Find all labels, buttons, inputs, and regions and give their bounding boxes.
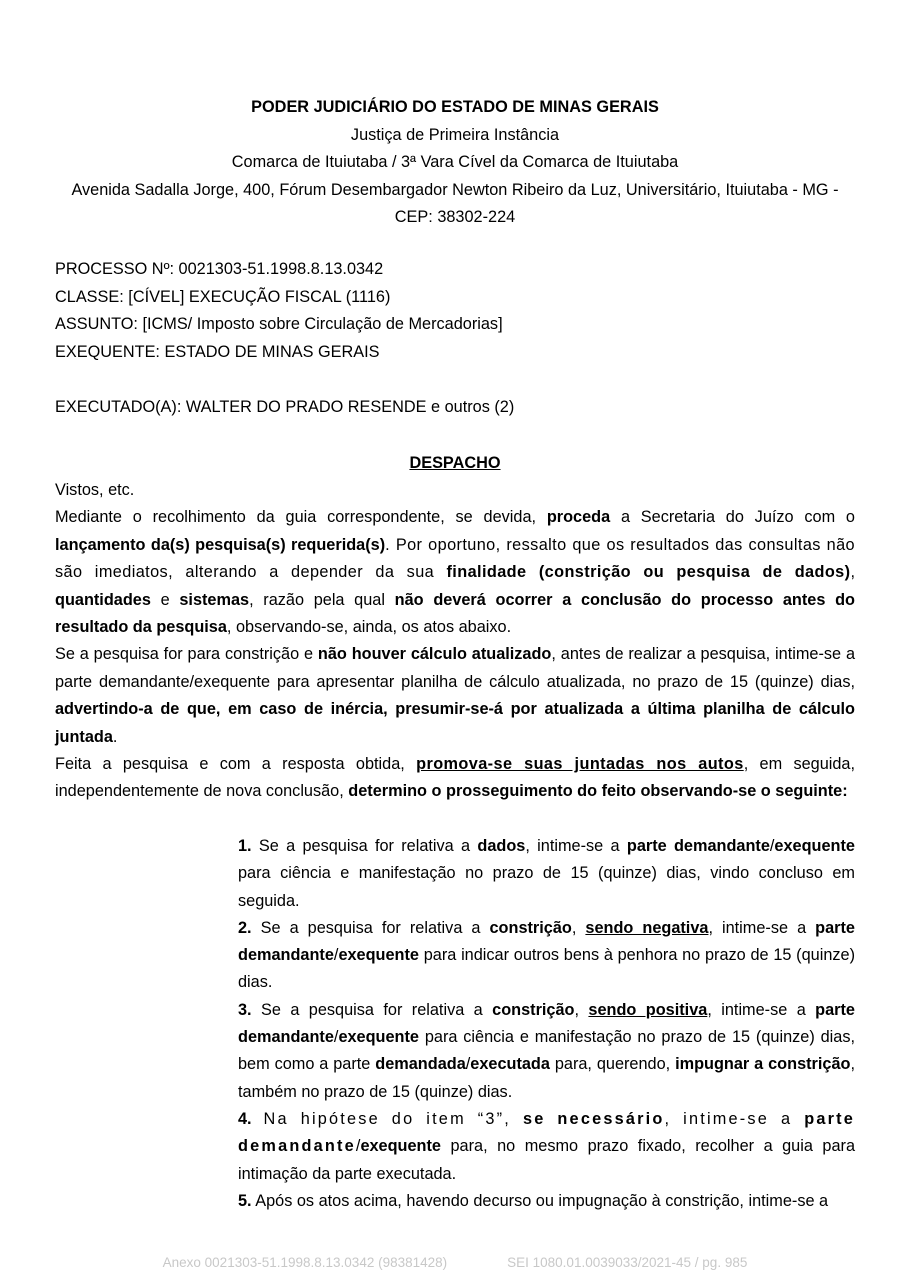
text-run: e [150, 590, 180, 609]
text-run: constrição [489, 918, 572, 937]
text-run: quantidades [55, 590, 151, 609]
paragraph-3 [55, 751, 855, 806]
paragraph-1 [55, 504, 855, 641]
list-item [238, 997, 855, 1106]
text-run: lançamento da(s) pesquisa(s) requerida(s) [55, 535, 386, 554]
text-run: exequente [774, 837, 855, 855]
case-defendant: EXECUTADO(A): WALTER DO PRADO RESENDE e outros (2) [55, 398, 515, 416]
text-run: , [850, 563, 855, 582]
text-run: , em seguida, independentemente de nova conclusão, [55, 755, 856, 801]
text-run: Se a pesquisa for relativa a [251, 1000, 493, 1019]
text-run: , intime-se a [707, 1000, 816, 1019]
text-run: para, no mesmo prazo fixado, recolher a guia para intimação da parte executada. [238, 1137, 855, 1183]
text-run: promova-se suas juntadas nos autos [416, 755, 744, 774]
item-number: 2. [238, 918, 252, 937]
text-run: parte demandante [238, 1109, 856, 1156]
text-run: parte demandante [238, 918, 855, 965]
text-run: proceda [546, 508, 611, 527]
text-run: determino o prosseguimento do feito observando-se o seguinte: [348, 782, 848, 801]
text-run: a Secretaria do Juízo com o [610, 508, 855, 527]
text-run: , [574, 1000, 589, 1019]
text-run: Se a pesquisa for relativa a [251, 918, 490, 937]
text-run: Na hipótese do item “3”, [251, 1109, 523, 1128]
text-run: sistemas [179, 590, 250, 609]
text-run: constrição [492, 1000, 575, 1019]
text-run: exequente [338, 946, 419, 965]
text-run: dados [477, 837, 526, 855]
item-number: 1. [238, 837, 252, 855]
text-run: . [112, 727, 118, 746]
list-item [238, 915, 855, 997]
text-run: sendo positiva [588, 1000, 708, 1019]
text-run: impugnar a constrição [675, 1055, 851, 1074]
paragraph-greeting: Vistos, etc. [55, 481, 135, 499]
text-run: não houver cálculo atualizado [317, 645, 552, 664]
footer-sei-page: SEI 1080.01.0039033/2021-45 / pg. 985 [507, 1255, 748, 1270]
case-plaintiff: EXEQUENTE: ESTADO DE MINAS GERAIS [55, 342, 380, 361]
text-run: parte demandante [626, 837, 770, 855]
document-title: DESPACHO [409, 454, 501, 472]
text-run: Se a pesquisa for relativa a [251, 837, 478, 855]
item-number: 3. [238, 1000, 252, 1019]
text-run: para ciência e manifestação no prazo de 15 (quinze) dias, bem como a parte [238, 1028, 855, 1074]
text-run: , intime-se a [708, 918, 816, 937]
item-number: 4. [238, 1109, 252, 1128]
text-run: . Por oportuno, ressalto que os resultados das consultas não são imediatos, alterando a depender da sua [55, 535, 855, 582]
text-run: , também no prazo de 15 (quinze) dias. [238, 1055, 855, 1101]
page-footer [0, 1255, 910, 1270]
text-run: Feita a pesquisa e com a resposta obtida, [55, 755, 417, 774]
case-metadata [55, 256, 855, 366]
text-run: não deverá ocorrer a conclusão do processo antes do resultado da pesquisa [55, 590, 855, 637]
text-run: Após os atos acima, havendo decurso ou impugnação à constrição, intime-se a [251, 1191, 829, 1210]
text-run: , [571, 918, 586, 937]
text-run: demandada [375, 1055, 466, 1074]
text-run: se necessário [522, 1109, 665, 1128]
list-item [238, 833, 855, 915]
text-run: , intime-se a [664, 1109, 805, 1128]
numbered-items [238, 833, 855, 1215]
text-run: finalidade (constrição ou pesquisa de dados) [446, 563, 851, 582]
text-run: para, querendo, [549, 1055, 676, 1074]
text-run: executada [470, 1055, 550, 1074]
text-run: / [465, 1055, 471, 1074]
text-run: / [333, 1028, 339, 1047]
list-item [238, 1106, 855, 1188]
court-cep: CEP: 38302-224 [394, 208, 516, 226]
court-district: Comarca de Ituiutaba / 3ª Vara Cível da Comarca de Ituiutaba [231, 153, 679, 171]
case-class: CLASSE: [CÍVEL] EXECUÇÃO FISCAL (1116) [55, 287, 391, 306]
text-run: / [355, 1137, 361, 1156]
text-run: para indicar outros bens à penhora no prazo de 15 (quinze) dias. [238, 946, 855, 992]
text-run: Mediante o recolhimento da guia correspondente, se devida, [55, 508, 547, 527]
text-run: exequente [338, 1028, 419, 1047]
text-run: Se a pesquisa for para constrição e [55, 645, 318, 664]
court-instance: Justiça de Primeira Instância [350, 125, 560, 144]
text-run: / [769, 837, 775, 855]
paragraph-2 [55, 641, 855, 751]
text-run: , razão pela qual [249, 590, 395, 609]
document-header [55, 94, 855, 232]
text-run: parte demandante [238, 1000, 855, 1047]
item-number: 5. [238, 1191, 252, 1210]
text-run: , antes de realizar a pesquisa, intime-se a parte demandante/exequente para apresentar planilha de cálculo atualizada, no prazo de 15 (quinze) dias, [55, 645, 855, 691]
footer-annex: Anexo 0021303-51.1998.8.13.0342 (98381428) [162, 1255, 448, 1270]
list-item [238, 1188, 855, 1215]
document-body [55, 477, 855, 806]
text-run: para ciência e manifestação no prazo de 15 (quinze) dias, vindo concluso em seguida. [238, 864, 855, 910]
court-name: PODER JUDICIÁRIO DO ESTADO DE MINAS GERAIS [251, 98, 659, 116]
case-subject: ASSUNTO: [ICMS/ Imposto sobre Circulação de Mercadorias] [55, 315, 503, 333]
case-number: PROCESSO Nº: 0021303-51.1998.8.13.0342 [55, 260, 384, 278]
text-run: sendo negativa [585, 918, 709, 937]
text-run: , observando-se, ainda, os atos abaixo. [226, 618, 512, 637]
text-run: , intime-se a [525, 837, 627, 855]
text-run: / [333, 946, 339, 965]
court-address: Avenida Sadalla Jorge, 400, Fórum Desembargador Newton Ribeiro da Luz, Universitário, Ituiutaba - MG - [71, 180, 839, 199]
text-run: exequente [360, 1137, 441, 1156]
text-run: advertindo-a de que, em caso de inércia, presumir-se-á por atualizada a última planilha de cálculo juntada [55, 700, 855, 746]
